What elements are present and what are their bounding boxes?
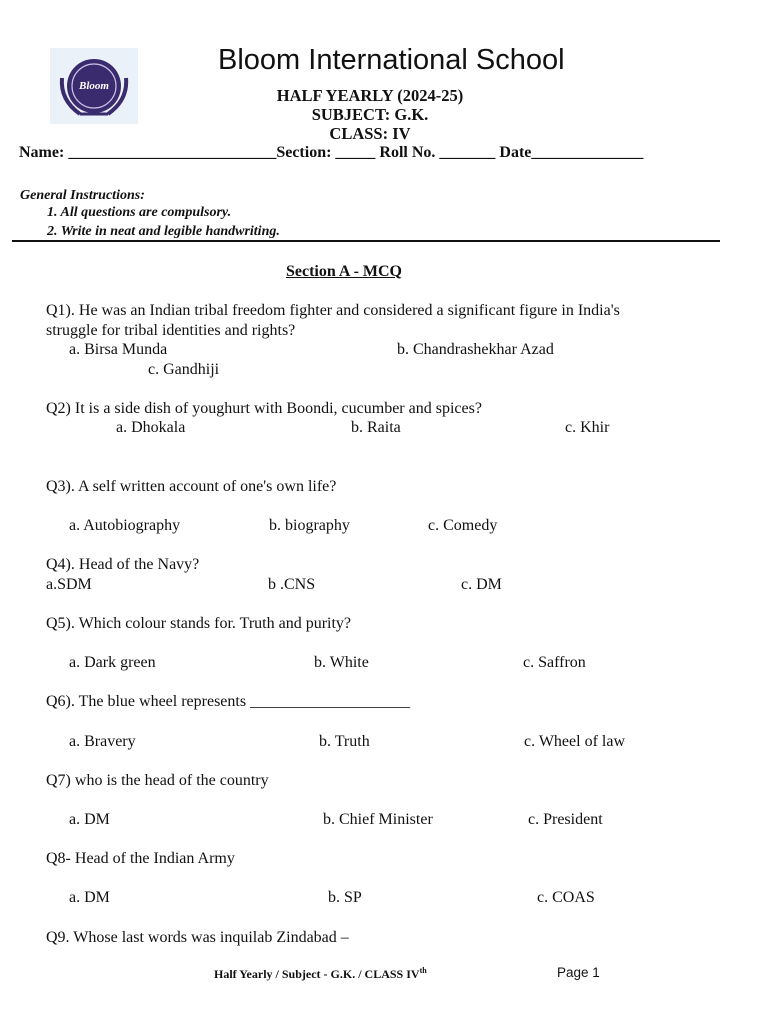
option-b: b. Chandrashekhar Azad xyxy=(397,341,554,358)
page-number: Page 1 xyxy=(557,965,600,980)
option-b: b. Truth xyxy=(319,733,370,750)
option-a: a. Birsa Munda xyxy=(69,341,168,358)
question-text: Q4). Head of the Navy? xyxy=(46,556,200,573)
option-b: b. Raita xyxy=(351,419,401,436)
question-text: Q9. Whose last words was inquilab Zindabad – xyxy=(46,929,349,946)
subject-title: SUBJECT: G.K. xyxy=(311,105,429,124)
option-b: b. Chief Minister xyxy=(323,811,433,828)
footer-label xyxy=(214,966,427,982)
instruction-item: 2. Write in neat and legible handwriting. xyxy=(47,224,280,239)
school-logo-crest xyxy=(50,48,138,124)
option-c: c. Gandhiji xyxy=(148,361,220,378)
option-a: a. Autobiography xyxy=(69,517,181,534)
option-b: b .CNS xyxy=(268,576,316,593)
option-b: b. biography xyxy=(269,517,350,534)
section-title: Section A - MCQ xyxy=(286,263,402,280)
option-a: a. Dark green xyxy=(69,654,156,671)
option-a: a. DM xyxy=(69,811,110,828)
question-text: Q3). A self written account of one's own life? xyxy=(46,478,337,495)
question-text: Q6). The blue wheel represents ____________________ xyxy=(46,693,411,710)
question-text: Q1). He was an Indian tribal freedom fighter and considered a significant figure in India's xyxy=(46,302,620,319)
option-a: a. DM xyxy=(69,889,110,906)
option-c: c. Comedy xyxy=(428,517,498,534)
footer-text: Half Yearly / Subject - G.K. / CLASS IV xyxy=(214,967,420,981)
exam-title: HALF YEARLY (2024-25) xyxy=(276,86,464,105)
question-text: Q8- Head of the Indian Army xyxy=(46,850,235,867)
question-text: Q7) who is the head of the country xyxy=(46,772,269,789)
question-text: Q5). Which colour stands for. Truth and purity? xyxy=(46,615,352,632)
class-title: CLASS: IV xyxy=(329,124,411,143)
school-name: Bloom International School xyxy=(218,44,565,76)
option-c: c. Saffron xyxy=(523,654,586,671)
question-text: struggle for tribal identities and rights? xyxy=(46,322,296,339)
option-c: c. COAS xyxy=(537,889,595,906)
logo-text: Bloom xyxy=(79,80,109,92)
question-text: Q2) It is a side dish of youghurt with Boondi, cucumber and spices? xyxy=(46,400,482,417)
student-fields: Name: __________________________Section: _____ Roll No. _______ Date______________ xyxy=(19,144,644,161)
school-logo xyxy=(50,48,138,124)
footer-superscript: th xyxy=(419,966,427,975)
option-c: c. President xyxy=(528,811,603,828)
divider xyxy=(12,240,720,242)
option-a: a. Dhokala xyxy=(116,419,186,436)
option-c: c. Wheel of law xyxy=(524,733,625,750)
instructions-title: General Instructions: xyxy=(20,188,145,203)
option-c: c. Khir xyxy=(565,419,610,436)
option-b: b. White xyxy=(314,654,369,671)
instruction-item: 1. All questions are compulsory. xyxy=(47,205,232,220)
option-c: c. DM xyxy=(461,576,502,593)
option-b: b. SP xyxy=(328,889,362,906)
option-a: a.SDM xyxy=(46,576,92,593)
option-a: a. Bravery xyxy=(69,733,136,750)
